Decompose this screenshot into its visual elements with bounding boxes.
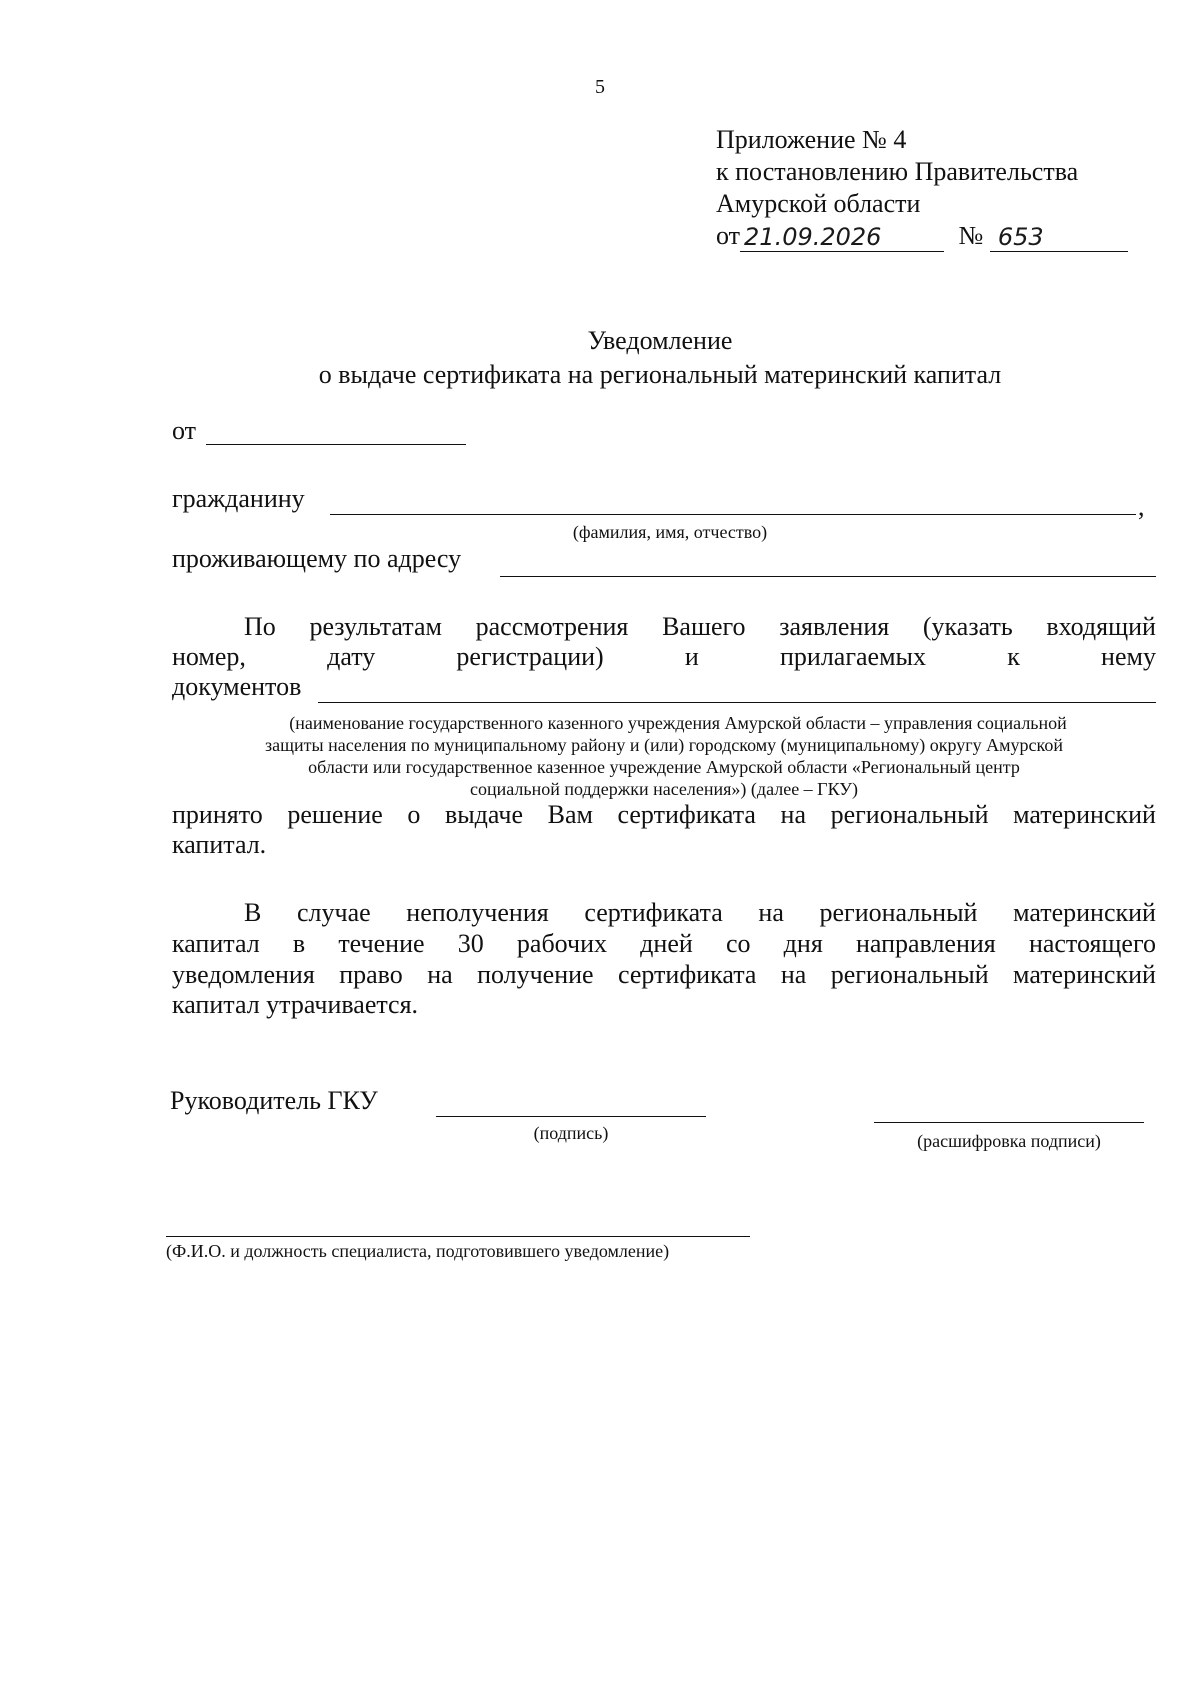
word: на bbox=[780, 960, 807, 989]
number-prefix: № bbox=[958, 221, 984, 250]
word: неполучения bbox=[406, 898, 549, 927]
appendix-line-1: Приложение № 4 bbox=[716, 125, 907, 154]
word: дней bbox=[640, 929, 693, 958]
page-number: 5 bbox=[595, 76, 605, 98]
word: решение bbox=[287, 800, 383, 829]
word: дату bbox=[327, 642, 376, 671]
para1-cont-line-1 bbox=[172, 800, 1156, 830]
documents-label: документов bbox=[172, 672, 302, 701]
word: результатам bbox=[309, 612, 442, 641]
specialist-field[interactable] bbox=[166, 1236, 750, 1237]
date-field bbox=[740, 221, 944, 252]
date-prefix: от bbox=[716, 221, 741, 250]
word: сертификата bbox=[618, 960, 757, 989]
word: течение bbox=[338, 929, 425, 958]
word: нему bbox=[1101, 642, 1156, 671]
document-title: Уведомление bbox=[587, 326, 733, 355]
word: к bbox=[1007, 642, 1020, 671]
specialist-hint: (Ф.И.О. и должность специалиста, подготовившего уведомление) bbox=[166, 1241, 670, 1261]
from-label: от bbox=[172, 416, 197, 445]
citizen-comma: , bbox=[1138, 492, 1145, 521]
number-field bbox=[990, 221, 1128, 252]
word: со bbox=[725, 929, 751, 958]
word: Вам bbox=[547, 800, 593, 829]
word: В bbox=[244, 898, 262, 927]
word: дня bbox=[783, 929, 823, 958]
institution-field[interactable] bbox=[318, 702, 1156, 703]
para1-line-1 bbox=[172, 612, 1156, 642]
word: право bbox=[339, 960, 403, 989]
signature-decode-hint: (расшифровка подписи) bbox=[917, 1131, 1101, 1151]
address-label: проживающему по адресу bbox=[172, 544, 462, 573]
word: входящий bbox=[1046, 612, 1156, 641]
word: рассмотрения bbox=[475, 612, 629, 641]
word: сертификата bbox=[617, 800, 756, 829]
word: настоящего bbox=[1028, 929, 1156, 958]
para2-line-3 bbox=[172, 960, 1156, 990]
appendix-block bbox=[716, 124, 1128, 252]
word: и bbox=[684, 642, 699, 671]
word: рабочих bbox=[516, 929, 607, 958]
word: региональный bbox=[830, 960, 989, 989]
word: материнский bbox=[1013, 898, 1156, 927]
para1-line-2 bbox=[172, 642, 1156, 672]
word: принято bbox=[172, 800, 263, 829]
word: о bbox=[407, 800, 421, 829]
word: направления bbox=[855, 929, 996, 958]
signature-hint: (подпись) bbox=[533, 1123, 609, 1143]
word: выдаче bbox=[444, 800, 524, 829]
word: материнский bbox=[1013, 800, 1156, 829]
word: заявления bbox=[779, 612, 890, 641]
signature-decode-field[interactable] bbox=[874, 1122, 1144, 1123]
word: на bbox=[758, 898, 784, 927]
appendix-date-line bbox=[716, 220, 1128, 252]
signature-field[interactable] bbox=[436, 1116, 706, 1117]
word: сертификата bbox=[584, 898, 723, 927]
institution-hint-3: области или государственное казенное учреждение Амурской области «Региональный центр bbox=[308, 757, 1020, 777]
word: в bbox=[292, 929, 306, 958]
word: получение bbox=[477, 960, 594, 989]
word: 30 bbox=[457, 929, 484, 958]
word: Вашего bbox=[662, 612, 746, 641]
appendix-line-2: к постановлению Правительства bbox=[716, 157, 1079, 186]
word: уведомления bbox=[172, 960, 315, 989]
institution-hint-2: защиты населения по муниципальному району и (или) городскому (муниципальному) округу Амурской bbox=[265, 735, 1063, 755]
citizen-name-field[interactable] bbox=[330, 514, 1136, 515]
word: региональный bbox=[819, 898, 978, 927]
para2-line-2 bbox=[172, 929, 1156, 959]
appendix-line-3: Амурской области bbox=[716, 189, 921, 218]
handwritten-number: 653 bbox=[997, 223, 1044, 251]
citizen-label: гражданину bbox=[172, 484, 305, 513]
citizen-hint: (фамилия, имя, отчество) bbox=[572, 522, 768, 542]
institution-hint-1: (наименование государственного казенного учреждения Амурской области – управления социальной bbox=[289, 713, 1067, 733]
document-subtitle: о выдаче сертификата на региональный материнский капитал bbox=[318, 360, 1002, 389]
word: номер, bbox=[172, 642, 246, 671]
para1-cont-line-2: капитал. bbox=[172, 830, 267, 859]
word: на bbox=[427, 960, 453, 989]
from-field[interactable] bbox=[206, 444, 466, 445]
word: прилагаемых bbox=[780, 642, 927, 671]
word: По bbox=[244, 612, 276, 641]
word: материнский bbox=[1013, 960, 1156, 989]
word: (указать bbox=[922, 612, 1013, 641]
para2-line-4: капитал утрачивается. bbox=[172, 990, 419, 1019]
institution-hint-4: социальной поддержки населения») (далее – ГКУ) bbox=[470, 779, 858, 799]
word: на bbox=[780, 800, 806, 829]
head-label: Руководитель ГКУ bbox=[170, 1086, 378, 1115]
word: регистрации) bbox=[456, 642, 604, 671]
word: случае bbox=[296, 898, 371, 927]
address-field[interactable] bbox=[500, 576, 1156, 577]
word: капитал bbox=[172, 929, 260, 958]
para2-line-1 bbox=[172, 898, 1156, 928]
handwritten-date: 21.09.2026 bbox=[744, 223, 882, 251]
word: региональный bbox=[830, 800, 989, 829]
